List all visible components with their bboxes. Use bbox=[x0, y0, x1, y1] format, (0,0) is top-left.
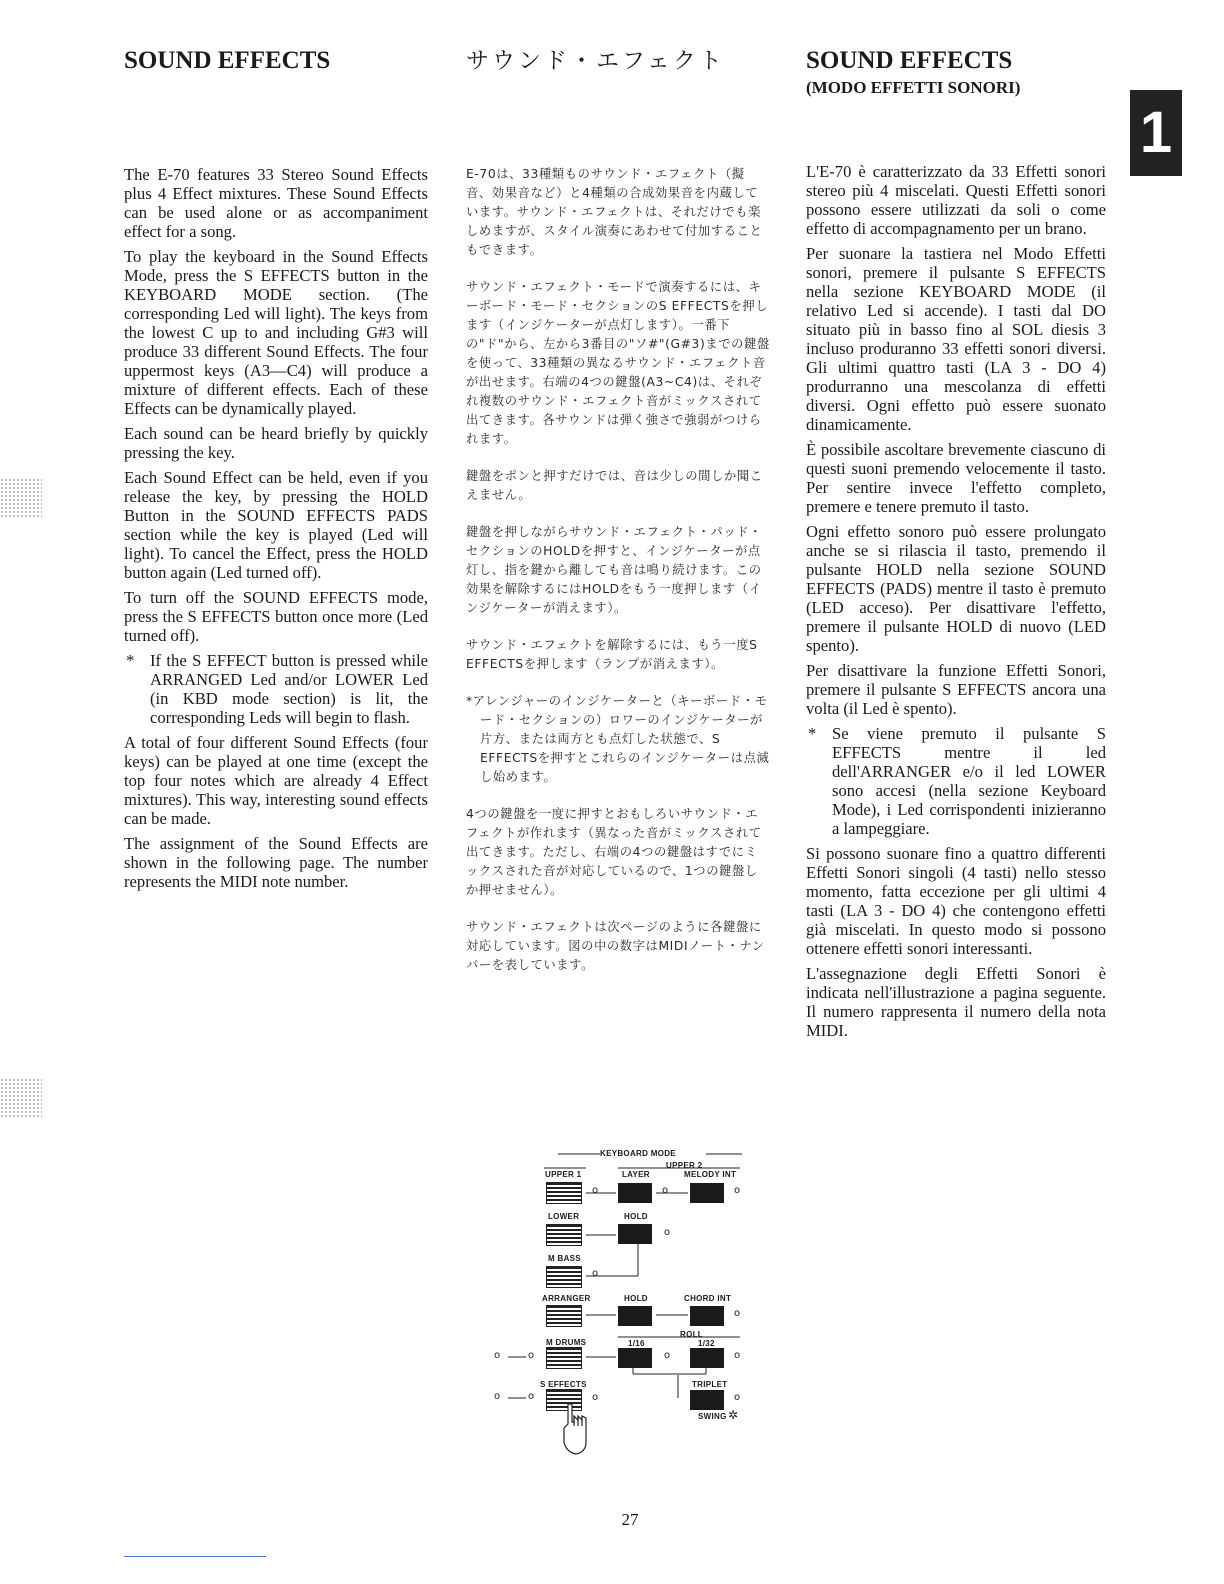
english-title: SOUND EFFECTS bbox=[124, 47, 331, 74]
roll-32-label: 1/32 bbox=[698, 1339, 715, 1348]
paragraph: Si possono suonare fino a quattro differenti Effetti Sonori singoli (4 tasti) nello stesso momento, fatta eccezione per gli ultimi 4 tasti (LA 3 - DO 4) che contengono effetti già miscelati. In questo modo si possono ottenere effetti sonori interessanti. bbox=[806, 844, 1106, 958]
paragraph: To play the keyboard in the Sound Effects Mode, press the S EFFECTS button in the KEYBOARD MODE section. (The corresponding Led will light). The keys from the lowest C up to and including G#3 will produce 33 different Sound Effects. The four uppermost keys (A3—C4) will produce a mixture of different effects. Each of these Effects can be dynamically played. bbox=[124, 247, 428, 418]
italian-column bbox=[806, 45, 1110, 1040]
triplet-label: TRIPLET bbox=[692, 1380, 728, 1389]
pointing-hand-icon bbox=[558, 1402, 594, 1456]
footer-rule bbox=[124, 1556, 266, 1557]
paragraph: L'E-70 è caratterizzato da 33 Effetti sonori stereo più 4 miscelati. Questi Effetti sonori possono essere utilizzati da soli o come effetto di accompagnamento per un brano. bbox=[806, 162, 1106, 238]
roll-16-label: 1/16 bbox=[628, 1339, 645, 1348]
paragraph: Per disattivare la funzione Effetti Sonori, premere il pulsante S EFFECTS ancora una volta (il Led è spento). bbox=[806, 661, 1106, 718]
paragraph: L'assegnazione degli Effetti Sonori è indicata nell'illustrazione a pagina seguente. Il numero rappresenta il numero della nota MIDI. bbox=[806, 964, 1106, 1040]
english-column bbox=[124, 45, 428, 891]
swing-label: SWING bbox=[698, 1412, 727, 1421]
italian-title: SOUND EFFECTS bbox=[806, 47, 1013, 74]
sun-icon: ✲ bbox=[728, 1408, 739, 1422]
japanese-title: サウンド・エフェクト bbox=[466, 48, 725, 74]
paragraph: The assignment of the Sound Effects are shown in the following page. The number represents the MIDI note number. bbox=[124, 834, 428, 891]
m-bass-label: M BASS bbox=[548, 1254, 581, 1263]
paragraph: Per suonare la tastiera nel Modo Effetti sonori, premere il pulsante S EFFECTS nella sezione KEYBOARD MODE (il relativo Led si accende). I tasti dal DO situato più in basso fino al SOL diesis 3 incluso produranno 33 effetti sonori diversi. Gli ultimi quattro tasti (LA 3 - DO 4) produrranno una mescolanza di effetti diversi. Ogni effetto può essere suonato dinamicamente. bbox=[806, 244, 1106, 434]
keyboard-mode-header: KEYBOARD MODE bbox=[600, 1149, 676, 1158]
m-drums-button[interactable] bbox=[546, 1347, 582, 1369]
arranger-button[interactable] bbox=[546, 1305, 582, 1327]
japanese-column bbox=[466, 45, 770, 972]
s-effects-label: S EFFECTS bbox=[540, 1380, 587, 1389]
chapter-marker: 1 bbox=[1130, 90, 1182, 176]
note: *アレンジャーのインジケーターと（キーボード・モード・セクションの）ロワーのインジケーターが片方、または両方とも点灯した状態で、S EFFECTSを押すとこれらのインジケーターは点滅し始めます。 bbox=[466, 694, 770, 784]
roll-16-button[interactable] bbox=[618, 1348, 652, 1368]
lower-label: LOWER bbox=[548, 1212, 580, 1221]
roll-label: ROLL bbox=[680, 1330, 703, 1339]
roll-32-button[interactable] bbox=[690, 1348, 724, 1368]
layer-button[interactable] bbox=[618, 1183, 652, 1203]
chord-int-label: CHORD INT bbox=[684, 1294, 732, 1303]
melody-int-button[interactable] bbox=[690, 1183, 724, 1203]
layer-label: LAYER bbox=[622, 1170, 650, 1179]
melody-int-label: MELODY INT bbox=[684, 1170, 737, 1179]
paragraph: サウンド・エフェクトを解除するには、もう一度S EFFECTSを押します（ランプが消えます）。 bbox=[466, 638, 758, 671]
arranger-label: ARRANGER bbox=[542, 1294, 591, 1303]
note: * Se viene premuto il pulsante S EFFECTS mentre il led dell'ARRANGER e/o il led LOWER sono accesi (nella sezione Keyboard Mode), i Led corrispondenti inizieranno a lampeggiare. bbox=[806, 724, 1106, 838]
chord-int-button[interactable] bbox=[690, 1306, 724, 1326]
hold2-label: HOLD bbox=[624, 1294, 648, 1303]
scan-dots bbox=[0, 478, 42, 518]
paragraph: サウンド・エフェクトは次ページのように各鍵盤に対応しています。図の中の数字はMIDIノート・ナンバーを表しています。 bbox=[466, 920, 765, 972]
paragraph: È possibile ascoltare brevemente ciascuno di questi suoni premendo velocemente il tasto. Per sentire invece l'effetto completo, premere e tenere premuto il tasto. bbox=[806, 440, 1106, 516]
paragraph: サウンド・エフェクト・モードで演奏するには、キーボード・モード・セクションのS EFFECTSを押します（インジケーターが点灯します）。一番下の"ド"から、左から3番目の"ソ#"(G#3)までの鍵盤を使って、33種類の異なるサウンド・エフェクト音が出せます。右端の4つの鍵盤(A3~C4)は、それぞれ複数のサウンド・エフェクト音がミックスされて出てきます。各サウンドは弾く強さで強弱がつけられます。 bbox=[466, 280, 770, 446]
upper2-label: UPPER 2 bbox=[666, 1161, 703, 1170]
scan-dots bbox=[0, 1078, 42, 1118]
triplet-button[interactable] bbox=[690, 1390, 724, 1410]
keyboard-mode-diagram: KEYBOARD MODE UPPER 2 UPPER 1 LAYER MELODY INT o o o LOWER HOLD o M BASS o ARRANGER HOLD CHORD INT o ROLL M DRUMS 1/16 1/32 o o o o S EFFECTS TRIPLET o o o o SWING ✲ bbox=[488, 1140, 768, 1460]
upper1-label: UPPER 1 bbox=[545, 1170, 582, 1179]
hold-label: HOLD bbox=[624, 1212, 648, 1221]
paragraph: Each sound can be heard briefly by quickly pressing the key. bbox=[124, 424, 428, 462]
paragraph: A total of four different Sound Effects (four keys) can be played at one time (except the top four notes which are already 4 Effect mixtures). This way, interesting sound effects can be made. bbox=[124, 733, 428, 828]
paragraph: Ogni effetto sonoro può essere prolungato anche se si rilascia il tasto, premendo il pulsante HOLD nella sezione SOUND EFFECTS (PADS) mentre il tasto è premuto (LED acceso). Per disattivare l'effetto, premere il pulsante HOLD di nuovo (LED spento). bbox=[806, 522, 1106, 655]
m-drums-label: M DRUMS bbox=[546, 1338, 587, 1347]
paragraph: To turn off the SOUND EFFECTS mode, press the S EFFECTS button once more (Led turned off). bbox=[124, 588, 428, 645]
upper1-button[interactable] bbox=[546, 1182, 582, 1204]
paragraph: Each Sound Effect can be held, even if you release the key, by pressing the HOLD Button in the SOUND EFFECTS PADS section while the key is played (Led will light). To cancel the Effect, press the HOLD button again (Led turned off). bbox=[124, 468, 428, 582]
m-bass-button[interactable] bbox=[546, 1266, 582, 1288]
lower-button[interactable] bbox=[546, 1224, 582, 1246]
paragraph: E-70は、33種類ものサウンド・エフェクト（擬音、効果音など）と4種類の合成効果音を内蔵しています。サウンド・エフェクトは、それだけでも楽しめますが、スタイル演奏にあわせて付加することもできます。 bbox=[466, 167, 763, 257]
italian-subtitle: (MODO EFFETTI SONORI) bbox=[806, 78, 1021, 97]
page-number: 27 bbox=[621, 1510, 639, 1529]
paragraph: 鍵盤を押しながらサウンド・エフェクト・パッド・セクションのHOLDを押すと、インジケーターが点灯し、指を鍵から離しても音は鳴り続けます。この効果を解除するにはHOLDをもう一度押します（インジケーターが消えます）。 bbox=[466, 525, 763, 615]
note: * If the S EFFECT button is pressed while ARRANGED Led and/or LOWER Led (in KBD mode section) is lit, the corresponding Leds will begin to flash. bbox=[124, 651, 428, 727]
paragraph: 鍵盤をポンと押すだけでは、音は少しの間しか聞こえません。 bbox=[466, 469, 763, 502]
paragraph: The E-70 features 33 Stereo Sound Effects plus 4 Effect mixtures. These Sound Effects can be used alone or as accompaniment effect for a song. bbox=[124, 165, 428, 241]
hold-button[interactable] bbox=[618, 1224, 652, 1244]
hold2-button[interactable] bbox=[618, 1306, 652, 1326]
paragraph: 4つの鍵盤を一度に押すとおもしろいサウンド・エフェクトが作れます（異なった音がミックスされて出てきます。ただし、右端の4つの鍵盤はすでにミックスされた音が対応しているので、1つの鍵盤しか押せません）。 bbox=[466, 807, 762, 897]
